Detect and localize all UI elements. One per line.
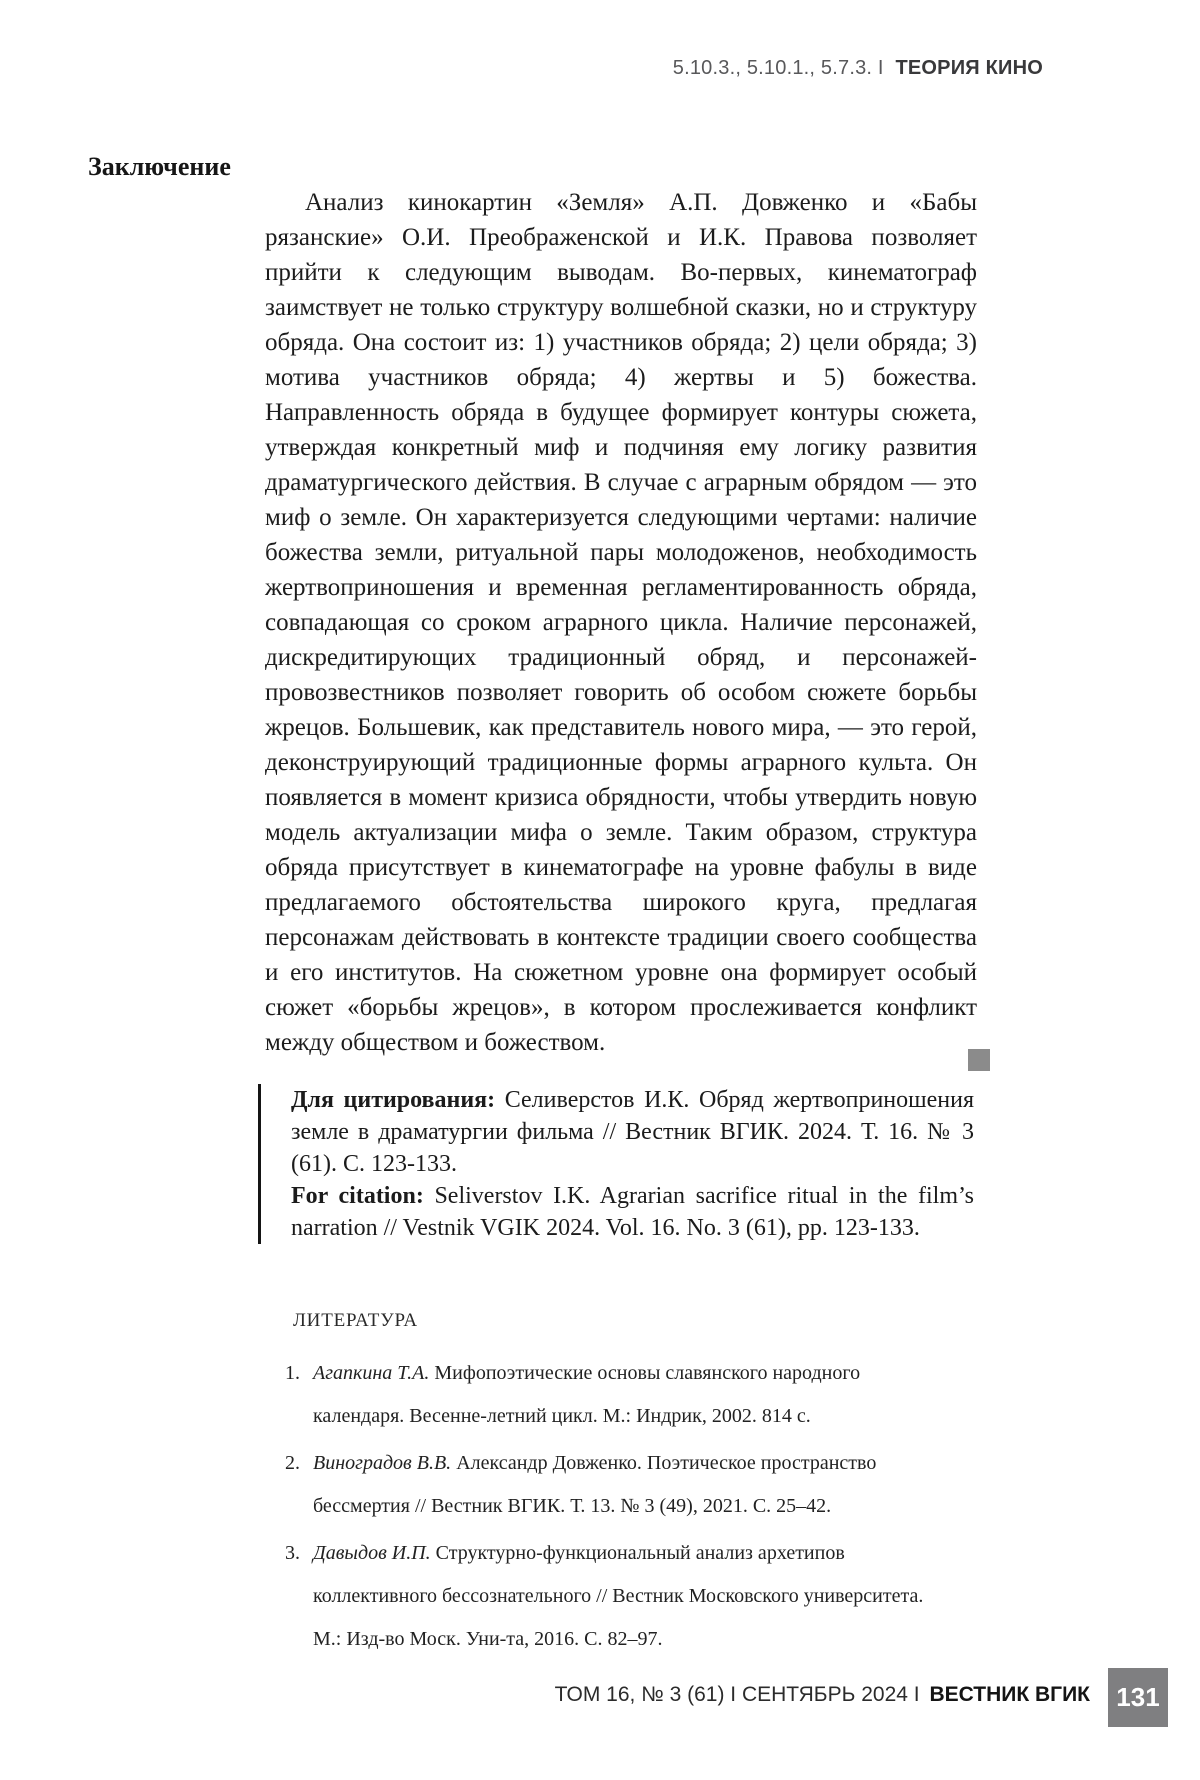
- conclusion-paragraph: Анализ кинокартин «Земля» А.П. Довженко и «Бабы рязанские» О.И. Преображенской и И.К. Правова позволяет прийти к следующим выводам. Во-первых, кинематограф заимствует не только структуру волшебной сказки, но и структуру обряда. Она состоит из: 1) участников обряда; 2) цели обряда; 3) мотива участников обряда; 4) жертвы и 5) божества. Направленность обряда в будущее формирует контуры сюжета, утверждая конкретный миф и подчиняя ему логику развития драматургического действия. В случае с аграрным обрядом — это миф о земле. Он характеризуется следующими чертами: наличие божества земли, ритуальной пары молодоженов, необходимость жертвоприношения и временная регламентированность обряда, совпадающая со сроком аграрного цикла. Наличие персонажей, дискредитирующих традиционный обряд, и персонажей-провозвестников позволяет говорить об особом сюжете борьбы жрецов. Большевик, как представитель нового мира, — это герой, деконструирующий традиционные формы аграрного культа. Он появляется в момент кризиса обрядности, чтобы утвердить новую модель актуализации мифа о земле. Таким образом, структура обряда присутствует в кинематографе на уровне фабулы в виде предлагаемого обстоятельства широкого круга, предлагая персонажам действовать в контексте традиции своего сообщества и его институтов. На сюжетном уровне она формирует особый сюжет «борьбы жрецов», в котором прослеживается конфликт между обществом и божеством.: [265, 189, 977, 1056]
- section-title: ТЕОРИЯ КИНО: [895, 57, 1043, 79]
- ref-text: [313, 1532, 947, 1661]
- running-footer: [555, 1683, 1090, 1707]
- citation-ru: [291, 1084, 974, 1180]
- list-item: [285, 1352, 947, 1438]
- ref-title: Мифопоэтические основы славянского народного календаря. Весенне-летний цикл. М.: Индрик, 2002. 814 с.: [313, 1362, 861, 1427]
- ref-text: [313, 1352, 947, 1438]
- ref-author: Давыдов И.П.: [313, 1542, 431, 1564]
- ref-number: 3.: [285, 1542, 300, 1564]
- list-item: [285, 1442, 947, 1528]
- ref-title: Александр Довженко. Поэтическое пространство бессмертия // Вестник ВГИК. Т. 13. № 3 (49), 2021. С. 25–42.: [313, 1452, 877, 1517]
- citation-block: [258, 1084, 974, 1244]
- citation-en-text: Seliverstov I.K. Agrarian sacrifice ritual in the film’s narration // Vestnik VGIK 2024. Vol. 16. No. 3 (61), pp. 123-133.: [291, 1183, 975, 1241]
- references-list: [285, 1352, 947, 1665]
- citation-ru-label: Для цитирования:: [291, 1087, 496, 1113]
- running-header: [673, 57, 1043, 80]
- footer-journal-title: ВЕСТНИК ВГИК: [929, 1683, 1090, 1706]
- udc-codes: 5.10.3., 5.10.1., 5.7.3. I: [672, 57, 884, 79]
- ref-author: Виноградов В.В.: [313, 1452, 452, 1474]
- end-of-article-marker: [968, 1049, 990, 1071]
- ref-author: Агапкина Т.А.: [313, 1362, 430, 1384]
- ref-title: Структурно-функциональный анализ архетипов коллективного бессознательного // Вестник Московского университета. М.: Изд-во Моск. Уни-та, 2016. С. 82–97.: [313, 1542, 924, 1650]
- page-number-badge: 131: [1108, 1668, 1168, 1727]
- citation-ru-text: Селиверстов И.К. Обряд жертвоприношения земле в драматургии фильма // Вестник ВГИК. 2024. Т. 16. № 3 (61). С. 123-133.: [291, 1087, 974, 1177]
- ref-text: [313, 1442, 947, 1528]
- conclusion-heading: Заключение: [88, 151, 231, 181]
- references-heading: ЛИТЕРАТУРА: [293, 1310, 418, 1331]
- citation-en-label: For citation:: [291, 1183, 424, 1209]
- ref-number: 1.: [285, 1362, 300, 1384]
- footer-issue: ТОМ 16, № 3 (61) I СЕНТЯБРЬ 2024 I: [554, 1683, 920, 1706]
- ref-number: 2.: [285, 1452, 300, 1474]
- citation-en: [291, 1180, 974, 1244]
- list-item: [285, 1532, 947, 1661]
